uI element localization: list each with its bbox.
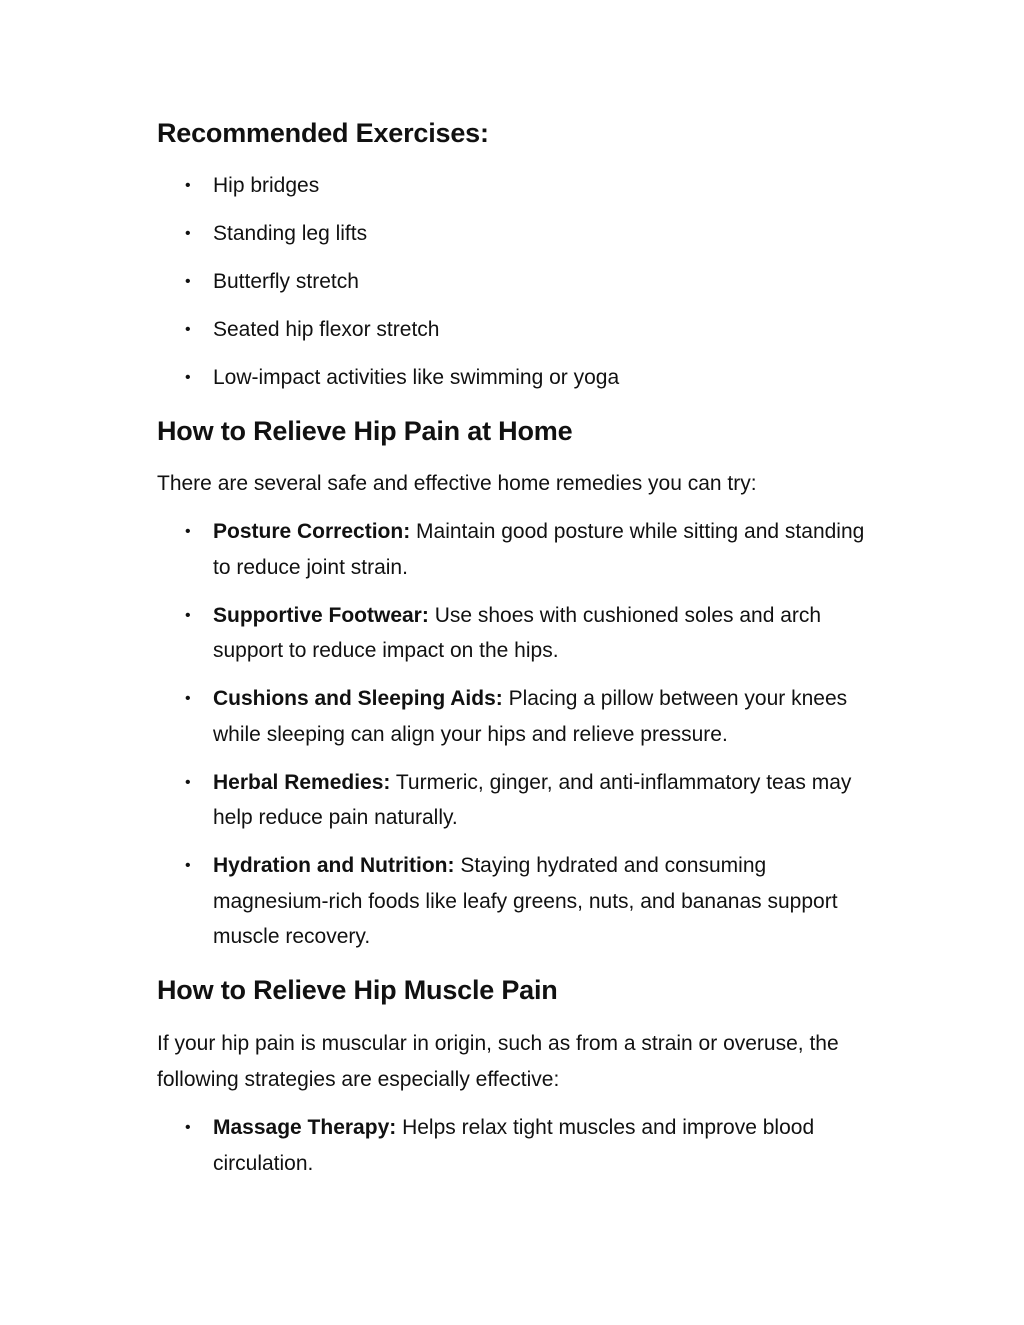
list-item: [157, 681, 877, 752]
item-text: Placing a pillow between your knees while sleeping can align your hips and relieve pressure.: [213, 687, 848, 746]
list-item: [157, 765, 877, 836]
list-item: • Hip bridges: [157, 168, 877, 216]
bullet-icon: •: [185, 606, 191, 624]
home-remedies-list: [157, 514, 877, 967]
list-item: [157, 848, 877, 955]
section-intro-muscle: If your hip pain is muscular in origin, such as from a strain or overuse, the following strategies are especially effective:: [157, 1032, 839, 1091]
bullet-icon: •: [185, 773, 191, 791]
exercise-list: [157, 168, 877, 408]
bullet-icon: •: [185, 690, 191, 707]
list-item: [157, 598, 877, 669]
section-heading-recommended-exercises: Recommended Exercises:: [157, 118, 489, 148]
item-text: Helps relax tight muscles and improve blood circulation.: [213, 1116, 815, 1175]
list-item: • Seated hip flexor stretch: [157, 312, 877, 360]
section-intro-home: There are several safe and effective home remedies you can try:: [157, 472, 757, 495]
list-item: • Standing leg lifts: [157, 216, 877, 264]
list-item: [157, 514, 877, 585]
item-title: Massage Therapy:: [213, 1116, 397, 1139]
item-title: Hydration and Nutrition:: [213, 854, 455, 877]
bullet-icon: •: [185, 177, 191, 194]
item-text: Staying hydrated and consuming magnesium-rich foods like leafy greens, nuts, and bananas support muscle recovery.: [213, 854, 838, 948]
item-title: Posture Correction:: [213, 520, 411, 543]
list-item: • Low-impact activities like swimming or yoga: [157, 360, 877, 408]
bullet-icon: •: [185, 225, 191, 242]
bullet-icon: •: [185, 273, 191, 290]
bullet-icon: •: [185, 857, 191, 874]
item-text: Turmeric, ginger, and anti-inflammatory teas may help reduce pain naturally.: [213, 770, 852, 829]
bullet-icon: •: [185, 369, 191, 386]
list-item: • Butterfly stretch: [157, 264, 877, 312]
bullet-icon: •: [185, 321, 191, 338]
item-title: Cushions and Sleeping Aids:: [213, 687, 503, 710]
item-title: Herbal Remedies:: [213, 770, 391, 794]
section-heading-home-remedies: How to Relieve Hip Pain at Home: [157, 416, 573, 446]
item-text: Use shoes with cushioned soles and arch support to reduce impact on the hips.: [213, 603, 822, 662]
muscle-pain-list: [157, 1110, 877, 1181]
section-heading-muscle-pain: How to Relieve Hip Muscle Pain: [157, 975, 558, 1005]
bullet-icon: •: [185, 1119, 191, 1136]
list-item: [157, 1110, 877, 1181]
item-title: Supportive Footwear:: [213, 603, 429, 627]
bullet-icon: •: [185, 523, 191, 540]
item-text: Maintain good posture while sitting and standing to reduce joint strain.: [213, 520, 865, 579]
